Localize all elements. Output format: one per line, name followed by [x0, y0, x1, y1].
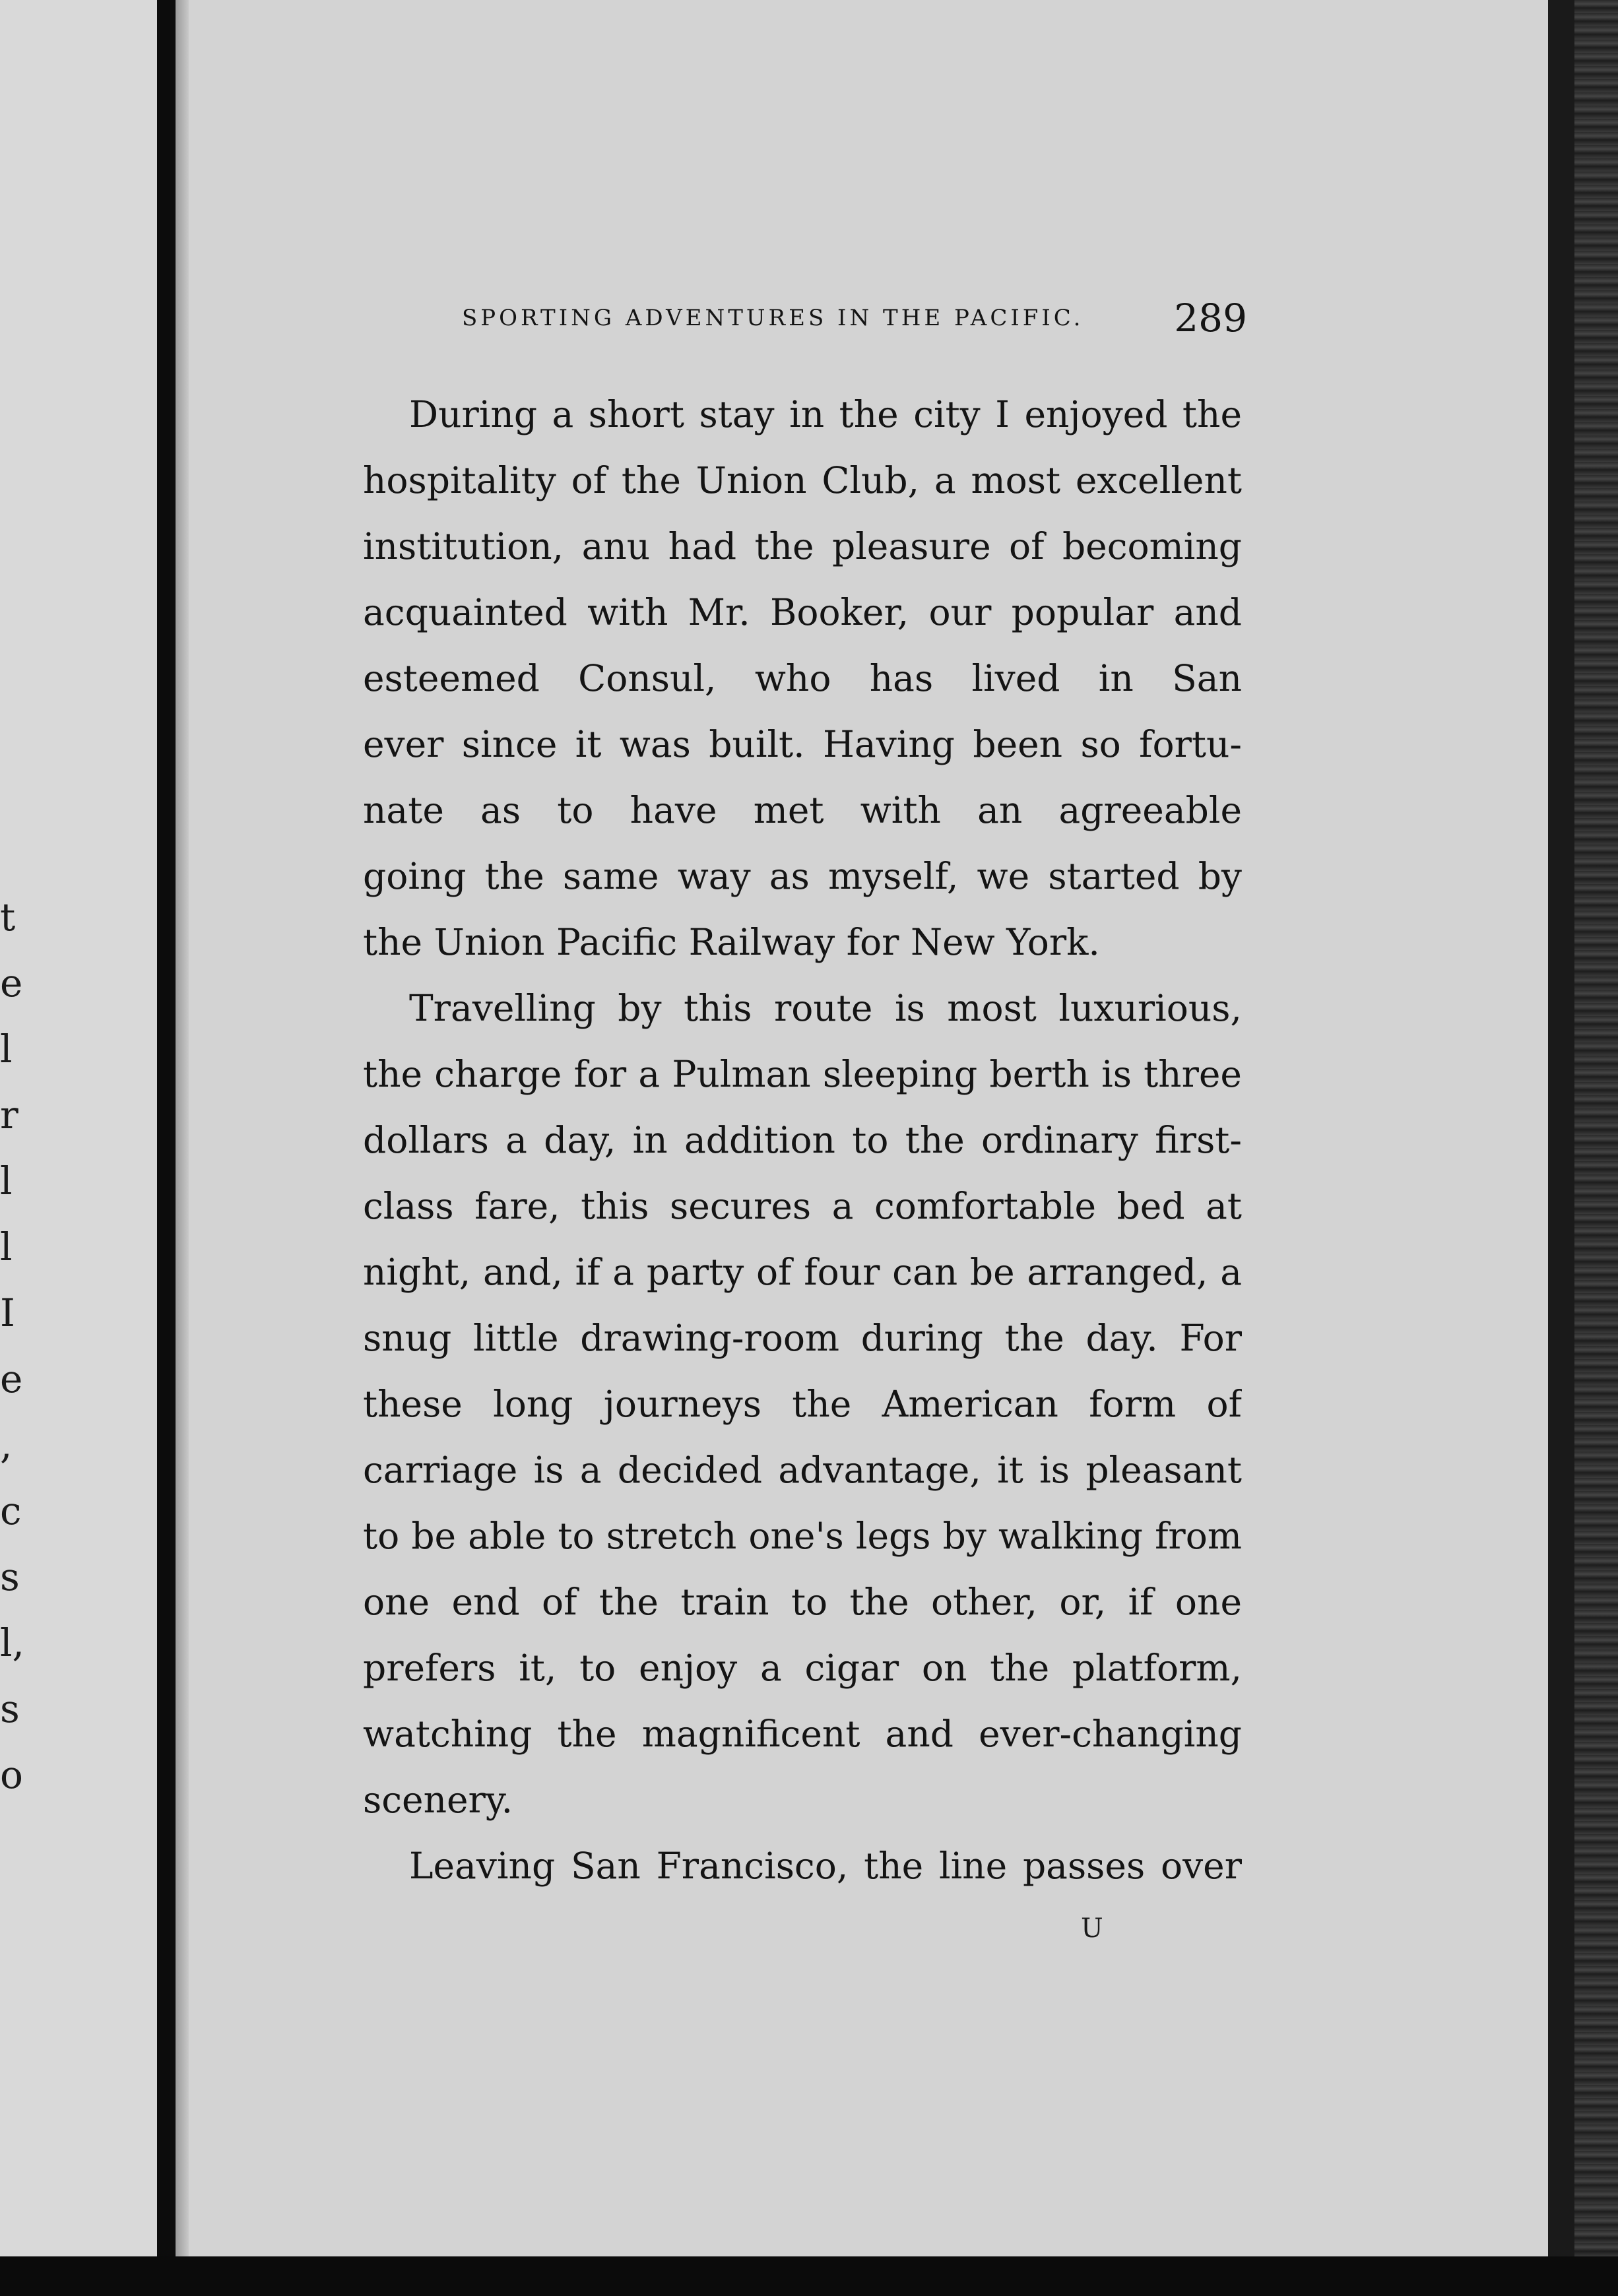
text-line: to be able to stretch one's legs by walking from	[363, 1515, 1242, 1557]
fragment-glyph: l	[0, 1159, 13, 1203]
fragment-glyph: l	[0, 1225, 13, 1269]
text-line: institution, anu had the pleasure of becoming	[363, 525, 1242, 567]
text-line: the Union Pacific Railway for New York.	[363, 921, 1100, 963]
paragraph	[363, 381, 1242, 975]
text-line: During a short stay in the city I enjoyed the	[409, 393, 1242, 435]
text-line: scenery.	[363, 1779, 513, 1821]
text-line: snug little drawing-room during the day. For	[363, 1317, 1242, 1359]
text-line: nate as to have met with an agreeable	[363, 789, 1242, 831]
signature-mark: U	[1081, 1913, 1103, 1944]
bottom-edge	[0, 2256, 1618, 2296]
text-line: night, and, if a party of four can be arranged, a	[363, 1251, 1242, 1293]
fragment-glyph: I	[0, 1291, 15, 1335]
text-line: these long journeys the American form of	[363, 1383, 1242, 1425]
text-line: dollars a day, in addition to the ordinary first-	[363, 1119, 1242, 1161]
previous-page-edge	[0, 0, 157, 2256]
previous-page-text-fragments	[0, 884, 24, 1808]
binding-gutter	[176, 0, 189, 2256]
text-line: acquainted with Mr. Booker, our popular and	[363, 591, 1242, 633]
body-text	[363, 381, 1242, 1899]
running-head	[462, 296, 1247, 342]
text-line: class fare, this secures a comfortable bed at	[363, 1185, 1242, 1227]
running-head-title: SPORTING ADVENTURES IN THE PACIFIC.	[462, 305, 1084, 331]
text-line: prefers it, to enjoy a cigar on the platform,	[363, 1647, 1242, 1689]
text-line: going the same way as myself, we started by	[363, 855, 1242, 897]
fragment-glyph: s	[0, 1686, 20, 1731]
page-number: 289	[1174, 296, 1247, 340]
fragment-glyph: c	[0, 1488, 22, 1533]
fragment-glyph: l,	[0, 1620, 24, 1665]
fragment-glyph: e	[0, 961, 23, 1005]
fragment-glyph: t	[0, 895, 16, 940]
text-line: Leaving San Francisco, the line passes over	[409, 1845, 1242, 1887]
text-line: watching the magnificent and ever-changing	[363, 1713, 1242, 1755]
text-line: esteemed Consul, who has lived in San	[363, 657, 1242, 699]
fragment-glyph: r	[0, 1093, 18, 1137]
text-line: one end of the train to the other, or, if one	[363, 1581, 1242, 1623]
fragment-glyph: e	[0, 1356, 23, 1401]
fragment-glyph: ,	[0, 1422, 13, 1467]
fragment-glyph: s	[0, 1554, 20, 1599]
text-line: Travelling by this route is most luxurious,	[409, 987, 1242, 1029]
paragraph	[363, 975, 1242, 1833]
text-line: carriage is a decided advantage, it is pleasant	[363, 1449, 1242, 1491]
fragment-glyph: o	[0, 1752, 23, 1797]
text-line: hospitality of the Union Club, a most excellent	[363, 459, 1242, 501]
text-line: ever since it was built. Having been so fortu-	[363, 723, 1242, 765]
text-line: the charge for a Pulman sleeping berth is three	[363, 1053, 1242, 1095]
book-edge	[1574, 0, 1618, 2296]
fragment-glyph: l	[0, 1027, 13, 1071]
paragraph	[363, 1833, 1242, 1899]
binding-shadow	[157, 0, 176, 2296]
page-edge-shadow	[1548, 0, 1574, 2296]
